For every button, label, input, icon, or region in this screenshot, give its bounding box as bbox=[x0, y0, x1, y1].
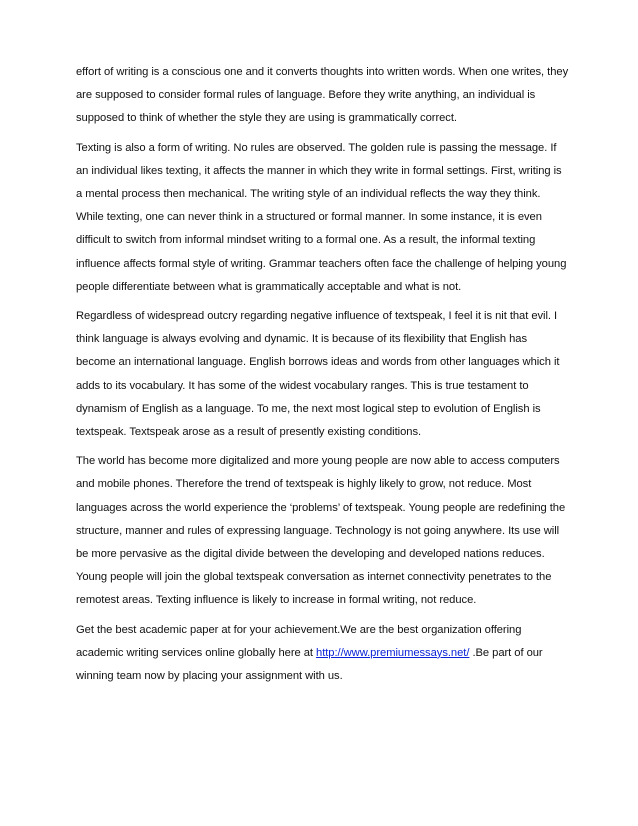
text-line: are supposed to consider formal rules of language. Before they write anything, an individual is bbox=[76, 89, 536, 102]
text-line: structure, manner and rules of expressing language. Technology is not going anywhere. Its use will bbox=[76, 524, 560, 537]
text-line: textspeak. Textspeak arose as a result of presently existing conditions. bbox=[76, 426, 422, 439]
text-line: become an international language. English borrows ideas and words from other languages which it bbox=[76, 356, 560, 369]
text-line: effort of writing is a conscious one and it converts thoughts into written words. When one writes, they bbox=[76, 66, 569, 78]
link-suffix-text: .Be part of our bbox=[469, 646, 543, 659]
text-line: Get the best academic paper at for your achievement.We are the best organization offering bbox=[76, 623, 522, 636]
text-line: and mobile phones. Therefore the trend of textspeak is highly likely to grow, not reduce. Most bbox=[76, 478, 532, 491]
text-line: supposed to think of whether the style they are using is grammatically correct. bbox=[76, 112, 457, 125]
text-line: adds to its vocabulary. It has some of the widest vocabulary ranges. This is true testament to bbox=[76, 379, 529, 392]
text-line: dynamism of English as a language. To me, the next most logical step to evolution of English is bbox=[76, 402, 541, 415]
text-line: While texting, one can never think in a structured or formal manner. In some instance, it is even bbox=[76, 211, 542, 224]
paragraph-regardless bbox=[76, 305, 568, 444]
paragraph-texting bbox=[76, 137, 568, 299]
document-page bbox=[76, 61, 568, 694]
paragraph-closing bbox=[76, 619, 568, 689]
premiumessays-link[interactable]: http://www.premiumessays.net/ bbox=[316, 646, 470, 659]
text-line: remotest areas. Texting influence is likely to increase in formal writing, not reduce. bbox=[76, 594, 477, 607]
text-line: Texting is also a form of writing. No rules are observed. The golden rule is passing the message. If bbox=[76, 141, 557, 154]
paragraph-digitalized-world bbox=[76, 450, 568, 612]
text-line-with-link bbox=[76, 642, 568, 665]
text-line: a mental process then mechanical. The writing style of an individual reflects the way they think. bbox=[76, 188, 541, 201]
link-prefix-text: academic writing services online globally here at bbox=[76, 646, 317, 659]
paragraph-formal-writing bbox=[76, 61, 568, 131]
text-line: influence affects formal style of writing. Grammar teachers often face the challenge of helping young bbox=[76, 257, 567, 270]
text-line: The world has become more digitalized and more young people are now able to access computers bbox=[76, 455, 560, 468]
text-line: people differentiate between what is grammatically acceptable and what is not. bbox=[76, 280, 462, 293]
text-line: be more pervasive as the digital divide between the developing and developed nations reduces. bbox=[76, 548, 545, 561]
text-line: think language is always evolving and dynamic. It is because of its flexibility that English has bbox=[76, 333, 528, 346]
text-line: an individual likes texting, it affects the manner in which they write in formal settings. First, writing is bbox=[76, 164, 562, 177]
text-line: Regardless of widespread outcry regarding negative influence of textspeak, I feel it is nit that evil. I bbox=[76, 310, 558, 323]
text-line: languages across the world experience the ‘problems’ of textspeak. Young people are redefining the bbox=[76, 501, 566, 514]
text-line: difficult to switch from informal mindset writing to a formal one. As a result, the informal texting bbox=[76, 234, 536, 247]
text-line: Young people will join the global textspeak conversation as internet connectivity penetrates to the bbox=[76, 571, 552, 584]
text-line: winning team now by placing your assignment with us. bbox=[76, 670, 343, 683]
